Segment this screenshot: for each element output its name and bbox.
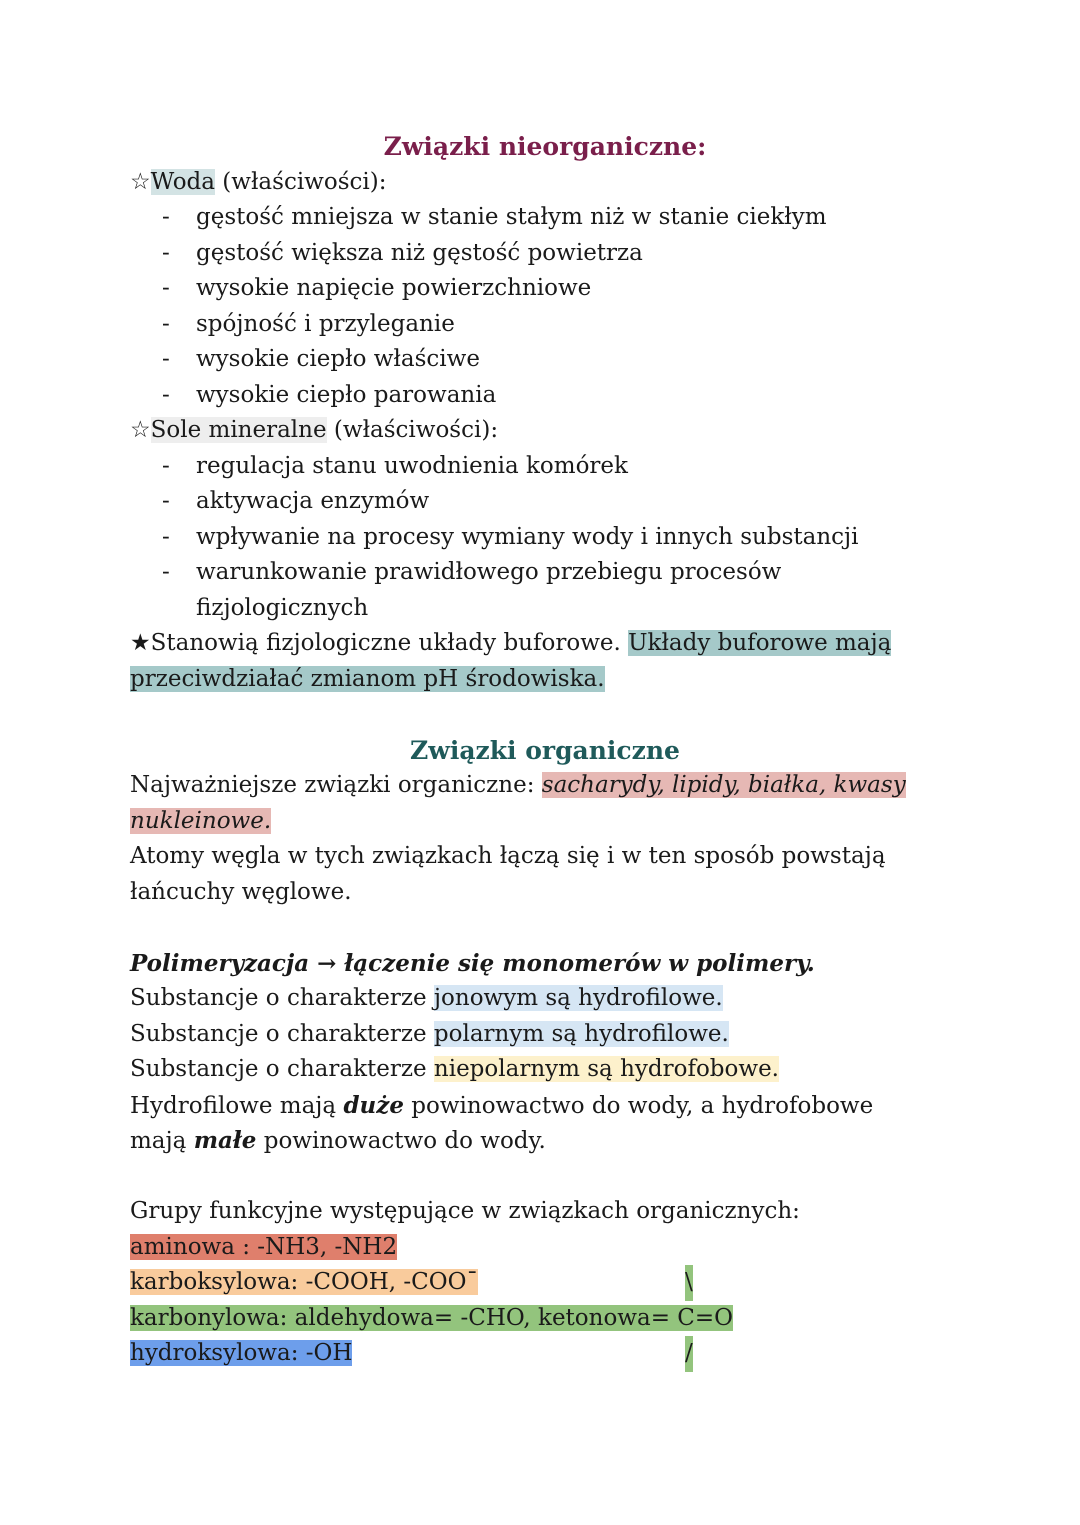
list-item: - wysokie ciepło właściwe — [162, 346, 480, 372]
list-item: - gęstość mniejsza w stanie stałym niż w stanie ciekłym — [162, 204, 827, 230]
text: Substancje o charakterze — [130, 1020, 434, 1047]
group-amino — [130, 1230, 960, 1266]
group-carbonyl — [130, 1301, 960, 1337]
star-outline-icon: ☆ — [130, 417, 151, 443]
text: Substancje o charakterze — [130, 1056, 434, 1082]
buffer-highlight: Układy buforowe mają — [628, 630, 892, 656]
highlight: niepolarnym są hydrofobowe. — [433, 1056, 779, 1082]
buffer-line-2 — [130, 662, 960, 698]
group-hydroxyl — [130, 1336, 960, 1372]
text: powinowactwo do wody. — [256, 1128, 546, 1154]
star-filled-icon: ★ — [130, 630, 151, 656]
heading-inorganic: Związki nieorganiczne: — [383, 132, 707, 161]
salts-heading — [130, 413, 960, 449]
item-text: wpływanie na procesy wymiany wody i innych substancji — [196, 523, 859, 550]
water-label: Woda — [150, 168, 215, 195]
item-text: gęstość mniejsza w stanie stałym niż w stanie ciekłym — [196, 204, 827, 230]
text: powinowactwo do wody, a hydrofobowe — [403, 1092, 874, 1119]
buffer-highlight: przeciwdziałać zmianom pH środowiska. — [130, 665, 605, 692]
carbon-text: łańcuchy węglowe. — [130, 878, 352, 905]
text: Hydrofilowe mają — [130, 1092, 344, 1119]
star-outline-icon: ☆ — [130, 168, 151, 195]
emphasis: małe — [193, 1127, 257, 1154]
water-heading — [130, 165, 960, 201]
document — [130, 129, 960, 1372]
list-item: - warunkowanie prawidłowego przebiegu procesów — [162, 559, 782, 585]
water-suffix: (właściwości): — [215, 168, 387, 195]
group-text: hydroksylowa: -OH — [130, 1340, 353, 1366]
list-item-continuation: fizjologicznych — [196, 594, 369, 621]
highlight: jonowym są hydrofilowe. — [433, 985, 723, 1011]
item-text: regulacja stanu uwodnienia komórek — [196, 452, 628, 479]
groups-title: Grupy funkcyjne występujące w związkach organicznych: — [130, 1198, 800, 1224]
list-item: - wpływanie na procesy wymiany wody i innych substancji — [162, 523, 859, 550]
group-text: aminowa : -NH3, -NH2 — [130, 1233, 398, 1260]
organic-main-cont — [130, 804, 960, 840]
organic-main — [130, 768, 960, 804]
list-item: - regulacja stanu uwodnienia komórek — [162, 452, 628, 479]
polymerization-definition: Polimeryzacja → łączenie się monomerów w polimery. — [130, 949, 815, 977]
highlight: nukleinowe. — [130, 807, 272, 834]
heading-organic: Związki organiczne — [410, 735, 680, 765]
emphasis: duże — [343, 1091, 404, 1119]
group-carboxyl — [130, 1265, 960, 1301]
substance-line — [130, 1017, 960, 1053]
list-item: - wysokie ciepło parowania — [162, 381, 497, 408]
bond-line: \ — [685, 1265, 693, 1301]
text: Substancje o charakterze — [130, 985, 434, 1011]
salts-label: Sole mineralne — [150, 417, 327, 443]
substance-line — [130, 981, 960, 1017]
item-text: wysokie napięcie powierzchniowe — [196, 275, 592, 301]
item-text: gęstość większa niż gęstość powietrza — [196, 239, 643, 266]
list-item: - aktywacja enzymów — [162, 488, 430, 514]
affinity-line — [130, 1088, 960, 1124]
text: mają — [130, 1128, 194, 1154]
substance-line — [130, 1052, 960, 1088]
salts-suffix: (właściwości): — [326, 417, 499, 443]
carbon-text: Atomy węgla w tych związkach łączą się i w ten sposób powstają — [130, 843, 886, 869]
highlight: polarnym są hydrofilowe. — [433, 1020, 729, 1047]
list-item: - wysokie napięcie powierzchniowe — [162, 275, 592, 301]
group-text: karboksylowa: -COOH, -COO¯ — [130, 1269, 478, 1295]
bond-line: / — [685, 1336, 693, 1372]
item-text: wysokie ciepło właściwe — [196, 346, 480, 372]
list-item: - spójność i przyleganie — [162, 310, 455, 337]
buffer-line — [130, 626, 960, 662]
item-text: spójność i przyleganie — [196, 310, 455, 337]
affinity-line — [130, 1123, 960, 1159]
buffer-text: Stanowią fizjologiczne układy buforowe. — [150, 630, 629, 656]
list-item: - gęstość większa niż gęstość powietrza — [162, 239, 643, 266]
item-text: warunkowanie prawidłowego przebiegu procesów — [196, 559, 782, 585]
item-text: wysokie ciepło parowania — [196, 381, 497, 408]
group-text: karbonylowa: aldehydowa= -CHO, ketonowa= C=O — [130, 1304, 734, 1331]
text: Najważniejsze związki organiczne: — [130, 772, 542, 798]
highlight: sacharydy, lipidy, białka, kwasy — [541, 772, 906, 798]
item-text: aktywacja enzymów — [196, 488, 430, 514]
